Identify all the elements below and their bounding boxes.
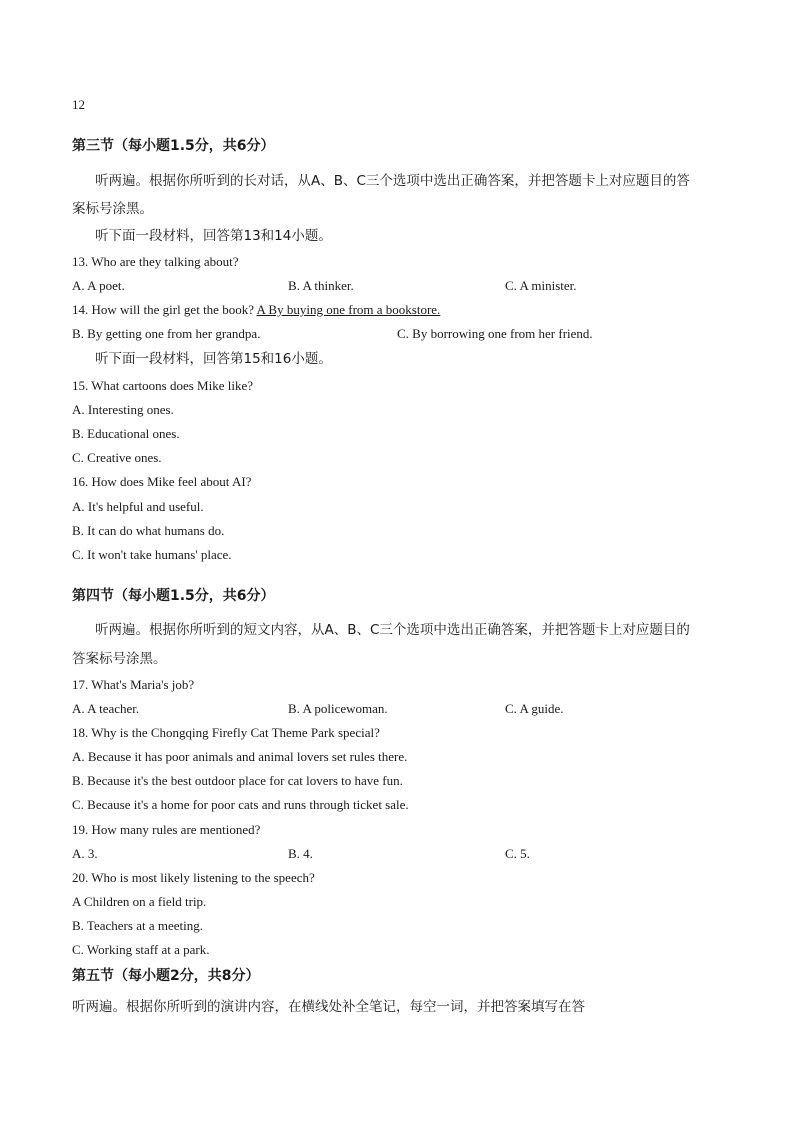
q15-option-a: A. Interesting ones.	[72, 402, 174, 417]
q17-option-c: C. A guide.	[505, 701, 564, 716]
q13-stem: 13. Who are they talking about?	[72, 254, 239, 269]
q17-option-a: A. A teacher.	[72, 701, 140, 716]
q20-option-a: A Children on a field trip.	[72, 894, 207, 909]
section4-instruction-cont: 答案标号涂黑。	[72, 651, 167, 667]
q19-option-b: B. 4.	[288, 846, 313, 861]
q16-option-a: A. It's helpful and useful.	[72, 499, 204, 514]
q16-option-b: B. It can do what humans do.	[72, 523, 225, 538]
page-number: 12	[72, 97, 85, 112]
q18-option-a: A. Because it has poor animals and animal lovers set rules there.	[72, 749, 408, 764]
q19-option-c: C. 5.	[505, 846, 530, 861]
q20-option-c: C. Working staff at a park.	[72, 942, 210, 957]
section3-instruction: 听两遍。根据你所听到的长对话，从A、B、C三个选项中选出正确答案，并把答题卡上对应题目的答	[95, 173, 690, 189]
q14-option-b: B. By getting one from her grandpa.	[72, 326, 261, 341]
q17-option-b: B. A policewoman.	[288, 701, 388, 716]
q18-option-b: B. Because it's the best outdoor place for cat lovers to have fun.	[72, 773, 403, 788]
q15-stem: 15. What cartoons does Mike like?	[72, 378, 253, 393]
q14-option-a: A By buying one from a bookstore.	[256, 302, 441, 317]
q16-option-c: C. It won't take humans' place.	[72, 547, 232, 562]
material-intro-13-14: 听下面一段材料，回答第13和14小题。	[95, 228, 332, 244]
q18-stem: 18. Why is the Chongqing Firefly Cat Theme Park special?	[72, 725, 380, 740]
q20-option-b: B. Teachers at a meeting.	[72, 918, 203, 933]
q13-option-a: A. A poet.	[72, 278, 125, 293]
section5-instruction: 听两遍。根据你所听到的演讲内容，在横线处补全笔记，每空一词，并把答案填写在答	[72, 999, 585, 1015]
q13-option-b: B. A thinker.	[288, 278, 354, 293]
q20-stem: 20. Who is most likely listening to the speech?	[72, 870, 315, 885]
section3-instruction-cont: 案标号涂黑。	[72, 201, 153, 217]
q19-option-a: A. 3.	[72, 846, 98, 861]
q15-option-c: C. Creative ones.	[72, 450, 162, 465]
section4-title: 第四节（每小题1.5分，共6分）	[72, 588, 275, 604]
q14-option-c: C. By borrowing one from her friend.	[397, 326, 593, 341]
q17-stem: 17. What's Maria's job?	[72, 677, 195, 692]
q14-stem-text: 14. How will the girl get the book?	[72, 302, 254, 317]
section4-instruction: 听两遍。根据你所听到的短文内容，从A、B、C三个选项中选出正确答案，并把答题卡上对应题目的	[95, 622, 690, 638]
q16-stem: 16. How does Mike feel about AI?	[72, 474, 252, 489]
q18-option-c: C. Because it's a home for poor cats and runs through ticket sale.	[72, 797, 409, 812]
q14-stem	[72, 302, 440, 318]
q19-stem: 19. How many rules are mentioned?	[72, 822, 261, 837]
q13-option-c: C. A minister.	[505, 278, 577, 293]
section5-title: 第五节（每小题2分，共8分）	[72, 968, 260, 984]
q15-option-b: B. Educational ones.	[72, 426, 180, 441]
section3-title: 第三节（每小题1.5分，共6分）	[72, 138, 275, 154]
material-intro-15-16: 听下面一段材料，回答第15和16小题。	[95, 351, 332, 367]
